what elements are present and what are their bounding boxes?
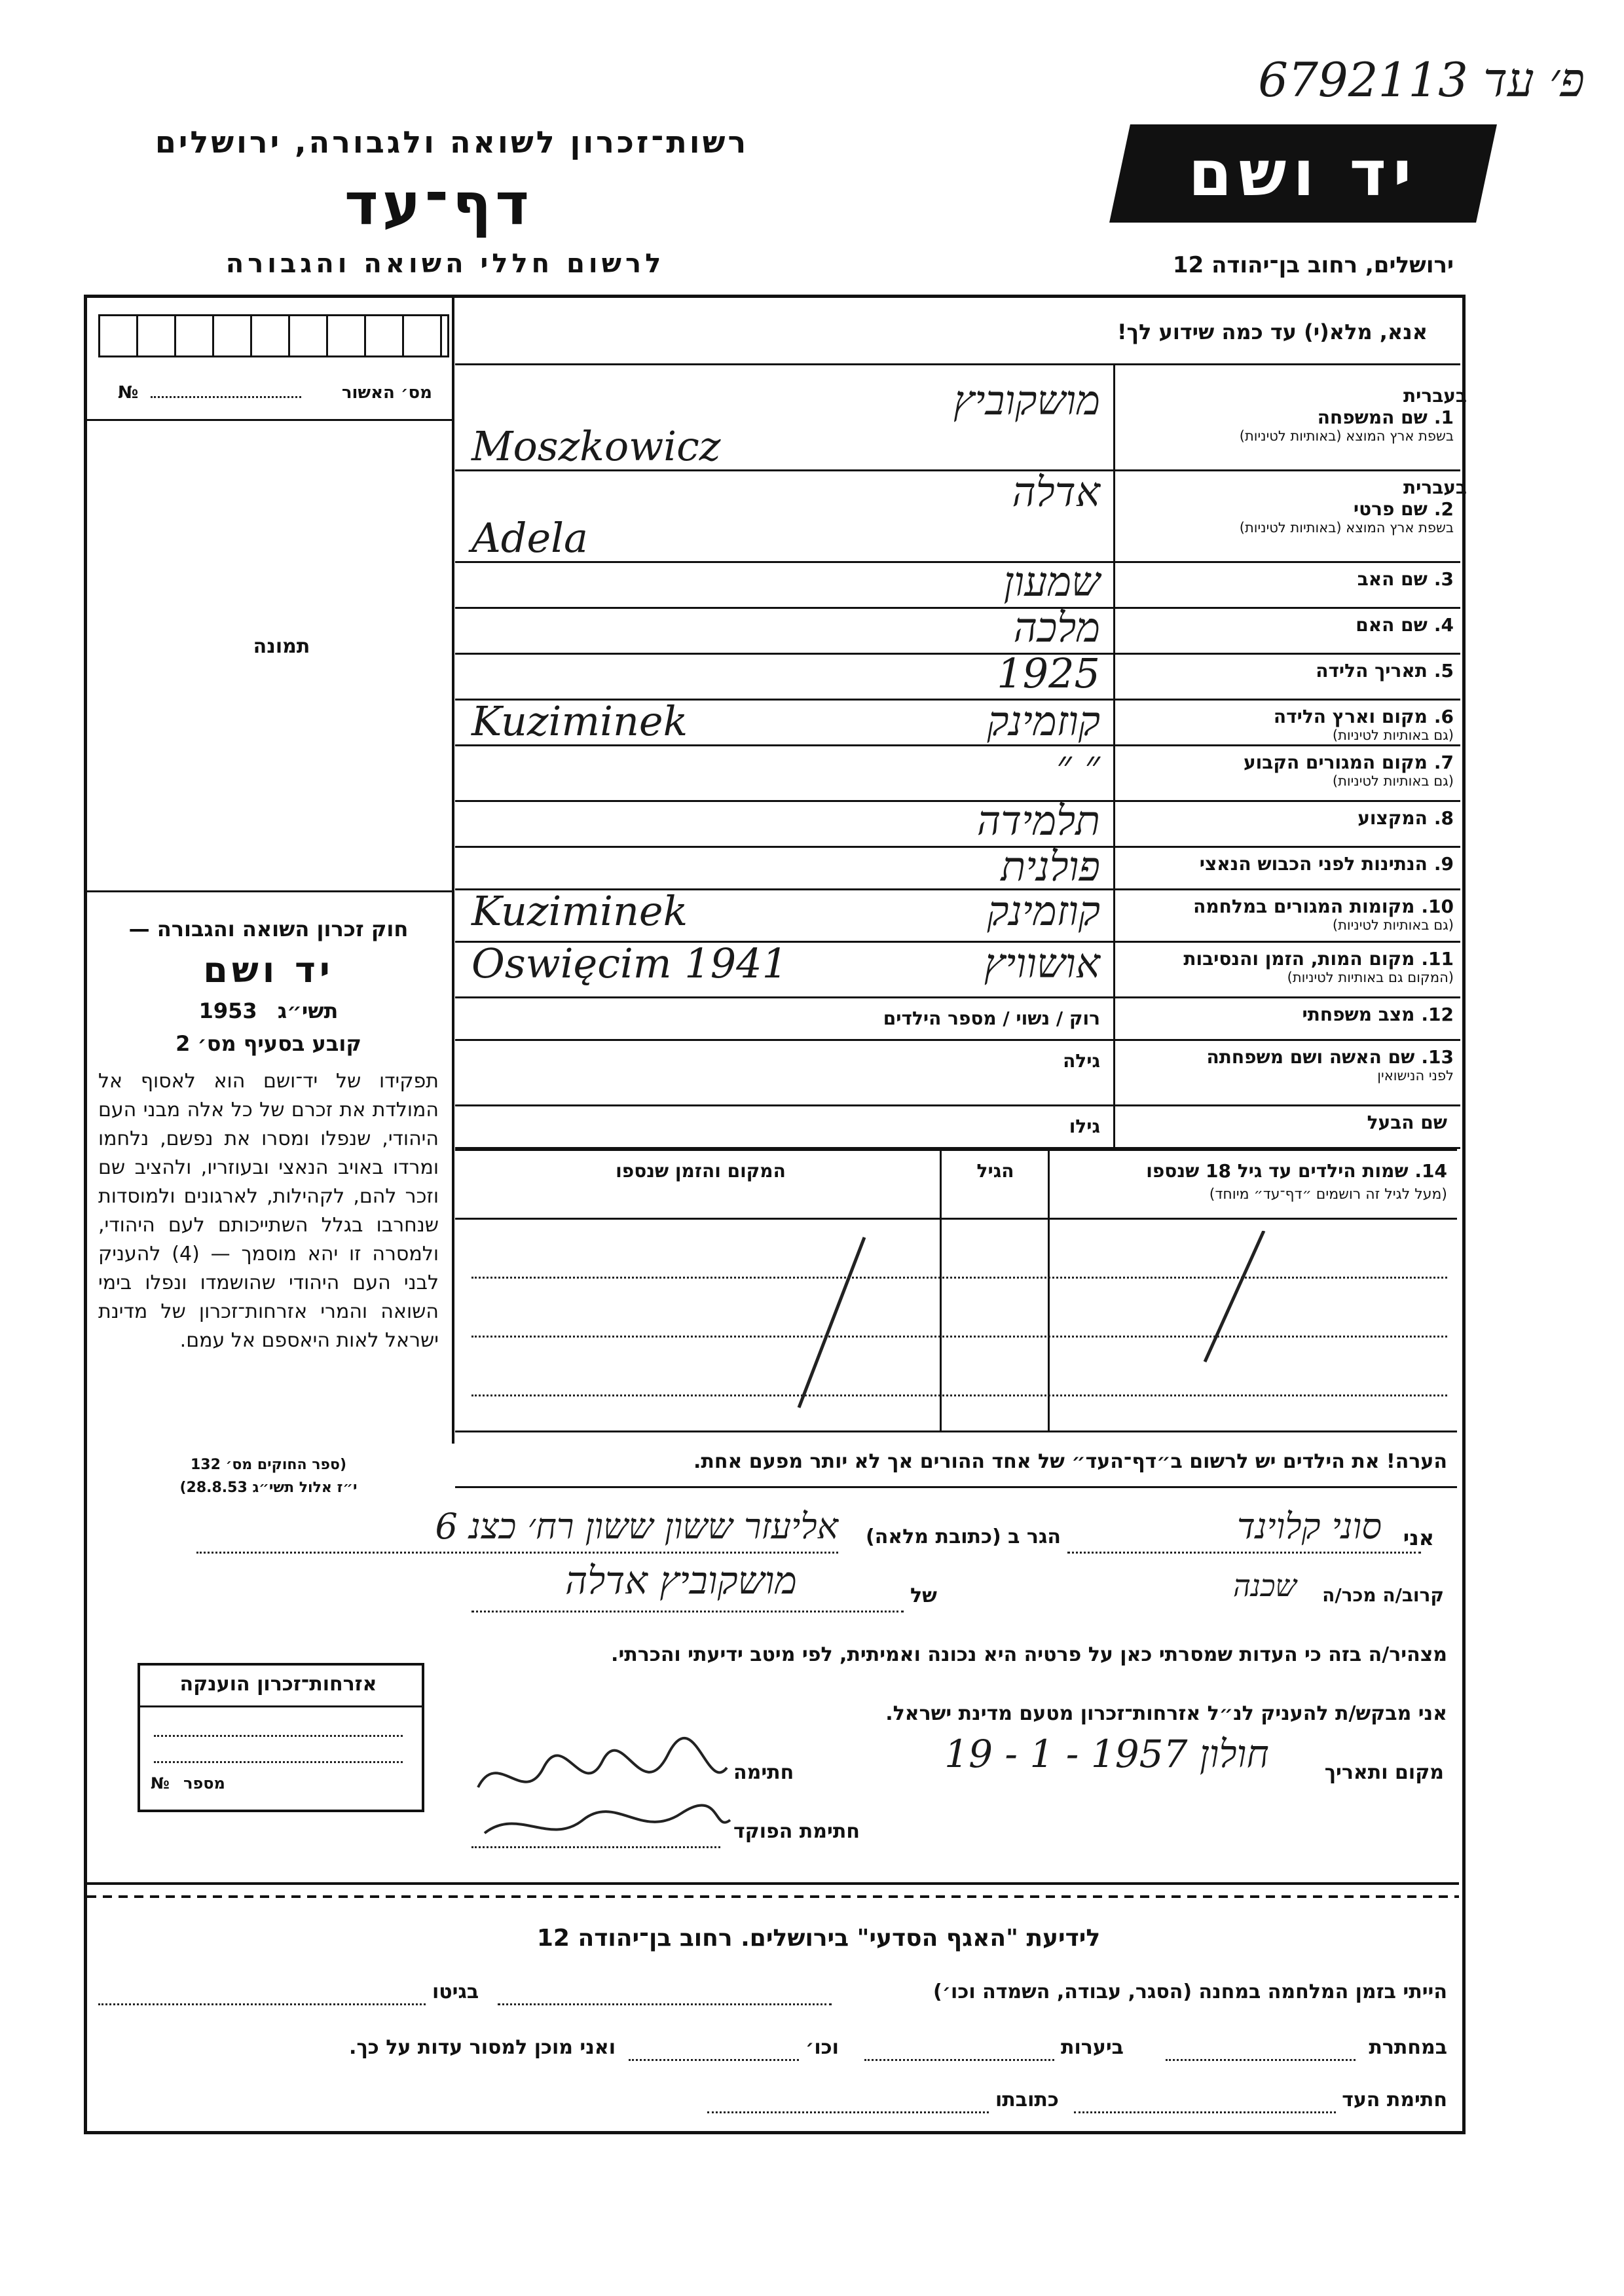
approval-no-mark: № <box>118 383 139 403</box>
field-label-3 <box>1120 568 1454 590</box>
field-row-rule <box>455 1104 1460 1106</box>
field-main-label <box>1120 948 1454 970</box>
archive-line3-b: כתובתו <box>995 2088 1059 2111</box>
archive-dashes <box>87 1895 1459 1898</box>
tick-boxes <box>98 314 449 357</box>
archive-line2-c: וכו׳ <box>805 2036 839 2059</box>
children-col-age: הגיל <box>976 1160 1014 1182</box>
field-number: 4. <box>1433 614 1454 636</box>
field-value-latin[interactable]: Adela <box>471 514 588 562</box>
approval-label: מס׳ האשור <box>341 383 432 403</box>
field-value-latin[interactable]: Moszkowicz <box>471 422 721 470</box>
field-value[interactable]: שמעון <box>1003 558 1100 606</box>
declaration-resides-value[interactable]: אליעזר ששון ששון רח׳ כצנ 6 <box>435 1506 838 1547</box>
declaration-i-line <box>1067 1552 1421 1554</box>
field-label-text: שם הבעל <box>1367 1112 1447 1133</box>
field-row-rule <box>455 1039 1460 1041</box>
field-label-8 <box>1120 807 1454 829</box>
field-value[interactable]: מלכה <box>1013 604 1100 651</box>
field-sub-note: (גם באותיות לטיניות) <box>1332 727 1454 743</box>
law-name: יד ושם <box>203 949 334 991</box>
approval-number-field[interactable] <box>151 396 301 398</box>
header-address: ירושלים, רחוב בן־יהודה 12 <box>1172 252 1454 278</box>
field-number: 11. <box>1421 948 1454 970</box>
children-top-rule <box>455 1149 1457 1151</box>
handwritten-signature[interactable] <box>471 1735 733 1853</box>
archive-line1-b: בגיטו <box>432 1980 479 2003</box>
law-title: חוק זכרון השואה והגבורה — <box>128 917 409 941</box>
field-label-text: מצב משפחתי <box>1302 1004 1415 1025</box>
field-label-text: תאריך הלידה <box>1316 660 1428 682</box>
field-label-text: מקום המגורים הקבוע <box>1243 752 1428 773</box>
form-intro: אנא, מלא(י) עד כמה שידוע לך! <box>1116 319 1428 344</box>
field-label-10 <box>1120 896 1454 933</box>
field-label-text: שם המשפחה <box>1317 407 1428 428</box>
children-label <box>1054 1160 1447 1182</box>
citizenship-box-rule <box>138 1705 422 1707</box>
form-title: דף־עד <box>344 170 533 238</box>
declaration-i-value[interactable]: סוני קלוינד <box>1237 1506 1382 1547</box>
field-label-13 <box>1120 1046 1454 1084</box>
field-label-9 <box>1120 853 1454 875</box>
organization-line: רשות־זכרון לשואה ולגבורה, ירושלים <box>155 124 749 160</box>
field-label-text: שם פרטי <box>1353 498 1428 520</box>
field-label-text: המקצוע <box>1357 807 1428 829</box>
field-number: 6. <box>1433 706 1454 727</box>
archive-line3-address[interactable] <box>707 2111 989 2113</box>
declaration-of-line <box>471 1611 904 1613</box>
note-rule <box>455 1486 1457 1488</box>
field-main-label <box>1120 807 1454 829</box>
field-label-2 <box>1120 477 1467 536</box>
field-sub-note: בשפת ארץ המוצא (באותיות לטיניות) <box>1239 428 1454 444</box>
photo-rule <box>87 890 454 892</box>
field-main-label <box>1120 752 1454 773</box>
label-column-divider <box>1113 363 1115 1149</box>
declaration-relative-label: קרוב/ה מכר/ה <box>1322 1584 1444 1606</box>
field-printed-option[interactable]: גילו <box>1069 1116 1100 1137</box>
field-number: 9. <box>1433 853 1454 875</box>
form-subtitle: לרשום חללי השואה והגבורה <box>225 249 665 279</box>
sidebar-divider <box>452 298 454 1444</box>
archive-line2-a: במחתרת <box>1369 2036 1447 2059</box>
field-value-hebrew[interactable]: מושקוביץ <box>953 376 1100 424</box>
field-sub-note: בשפת ארץ המוצא (באותיות לטיניות) <box>1239 520 1454 536</box>
field-sub-hebrew: בעברית <box>1403 477 1467 498</box>
archive-separator <box>87 1882 1459 1885</box>
law-clause: קובע בסעיף מס׳ 2 <box>175 1031 361 1056</box>
law-text: תפקידו של יד־ושם הוא לאסוף אל המולדת את זכרם של כל אלה מבני העם היהודי, שנפלו ומסרו את נפשם, נלחמו ומרדו באויב הנאצי ובעוזריו, ולהציב שם וזכר להם, לקהילות, לארגונים ולמוסדות שנחרבו בגלל השתייכותם לעם היהודי, ולמסרה זו יהא מוסמך — (4) להעניק לבני העם היהודי שהושמדו ונפלו בימי השואה והמרי אזרחות־זכרון של מדינת ישראל לאות היאספם אל עמם. <box>98 1070 439 1352</box>
children-col-place: המקום והזמן שנספו <box>616 1160 786 1182</box>
citizenship-box-line-2[interactable] <box>154 1761 403 1763</box>
photo-label: תמונה <box>253 635 310 658</box>
place-date-value[interactable]: חולון 1957 - 1 - 19 <box>944 1732 1269 1776</box>
field-label-text: שם האב <box>1357 568 1428 590</box>
field-number: 8. <box>1433 807 1454 829</box>
field-label-4 <box>1120 614 1454 636</box>
field-main-label <box>1120 660 1454 682</box>
strike-mark-names <box>1205 1231 1264 1362</box>
citizenship-box-title: אזרחות־זכרון הוענקה <box>179 1673 377 1696</box>
field-number: 10. <box>1421 896 1454 917</box>
archive-line2-forests[interactable] <box>864 2059 1054 2061</box>
signature-label: חתימה <box>733 1761 794 1784</box>
law-year-greg: 1953 <box>198 998 257 1023</box>
field-label-text: הנתינות לפני הכבוש הנאצי <box>1199 853 1428 875</box>
field-value[interactable]: פולנית <box>1001 843 1100 890</box>
law-year-heb: תשי״ג <box>277 998 339 1023</box>
field-label-text: מקומות המגורים במלחמה <box>1193 896 1415 917</box>
children-num: 14. <box>1414 1160 1447 1182</box>
field-sub-note: (המקום גם באותיות לטיניות) <box>1287 970 1454 985</box>
children-bottom-rule <box>455 1430 1457 1432</box>
field-value-hebrew[interactable]: אדלה <box>1012 468 1100 516</box>
field-value-hebrew[interactable]: קוזמינק <box>987 697 1100 745</box>
field-number: 5. <box>1433 660 1454 682</box>
field-sub-note: (גם באותיות לטיניות) <box>1332 773 1454 789</box>
field-value-latin[interactable]: Oswięcim 1941 <box>471 939 788 987</box>
archive-line3-signature[interactable] <box>1074 2111 1336 2113</box>
field-label-5 <box>1120 660 1454 682</box>
declaration-of-value[interactable]: מושקוביץ אדלה <box>565 1558 797 1603</box>
officer-signature-label: חתימת הפוקד <box>733 1820 860 1843</box>
field-printed-option[interactable]: רוק / נשוי / מספר הילדים <box>883 1008 1100 1029</box>
law-source-1: (ספר החוקים מס׳ 132 <box>190 1457 347 1473</box>
field-main-label <box>1120 498 1454 520</box>
children-title: שמות הילדים עד גיל 18 שנספו <box>1146 1160 1409 1182</box>
archive-line1-camp[interactable] <box>498 2003 832 2005</box>
archive-line1-a: הייתי בזמן המלחמה במחנה (הסגר, עבודה, השמדה וכו׳) <box>933 1980 1447 2003</box>
field-label-14 <box>1120 1112 1454 1133</box>
field-value-hebrew[interactable]: אושוויץ <box>984 939 1100 987</box>
field-main-label <box>1120 407 1454 428</box>
field-value-latin[interactable]: Kuziminek <box>471 697 688 745</box>
archive-line1-ghetto[interactable] <box>98 2003 426 2005</box>
children-strike-marks <box>786 1231 1323 1414</box>
field-label-text: שם האם <box>1356 614 1428 636</box>
archive-line2-b: ביערות <box>1061 2036 1124 2059</box>
law-year <box>98 998 439 1023</box>
archive-line2-d: ואני מוכן למסור עדות על כך. <box>349 2036 616 2059</box>
logo-text: יד ושם <box>1188 137 1418 210</box>
field-main-label <box>1120 853 1454 875</box>
declaration-resides-label: הגר ב (כתובת מלאה) <box>865 1525 1061 1548</box>
citizenship-no-mark: № <box>151 1774 170 1793</box>
field-number: 2. <box>1433 498 1454 520</box>
field-main-label <box>1120 568 1454 590</box>
field-main-label <box>1120 1112 1454 1133</box>
field-main-label <box>1120 1004 1454 1025</box>
field-sub-hebrew: בעברית <box>1403 385 1467 407</box>
field-main-label <box>1120 896 1454 917</box>
strike-mark-place <box>799 1237 864 1408</box>
field-value[interactable]: תלמידה <box>976 797 1100 845</box>
field-sub-note: לפני הנישואין <box>1377 1068 1454 1084</box>
children-sub: (מעל לגיל זה רושמים ״דף־עד״ מיוחד) <box>1209 1186 1447 1203</box>
field-number: 12. <box>1421 1004 1454 1025</box>
archive-title: לידיעת "האגף הסדעי" בירושלים. רחוב בן־יהודה 12 <box>536 1925 1101 1952</box>
declaration-relative-value[interactable]: שכנה <box>1233 1568 1297 1603</box>
field-value-latin[interactable]: Kuziminek <box>471 887 688 935</box>
signature-stroke-2 <box>485 1805 730 1833</box>
field-label-11 <box>1120 948 1454 985</box>
archive-line2-underground[interactable] <box>1166 2059 1356 2061</box>
declaration-of-label: של <box>910 1584 937 1607</box>
field-value-hebrew[interactable]: קוזמינק <box>987 887 1100 935</box>
children-head-rule <box>455 1218 1457 1220</box>
citizenship-number-label: מספר <box>183 1774 225 1793</box>
field-label-text: שם האשה ושם משפחתה <box>1206 1046 1415 1068</box>
field-label-text: מקום וארץ הלידה <box>1273 706 1428 727</box>
law-source-2: י״ז אלול תשי״ג 28.8.53) <box>179 1480 358 1496</box>
intro-rule <box>455 363 1460 365</box>
field-value[interactable]: ״ ״ <box>1056 741 1100 789</box>
field-value[interactable]: 1925 <box>997 649 1100 697</box>
note-text: הערה! את הילדים יש לרשום ב״דף־העד״ של אחד ההורים אך לא יותר מפעם אחת. <box>693 1450 1447 1473</box>
declaration-statement: מצהיר/ה בזה כי העדות שמסרתי כאן על פרטיה היא נכונה ואמיתית, לפי מיטב ידיעתי והכרתי. <box>611 1643 1447 1666</box>
field-label-7 <box>1120 752 1454 789</box>
field-main-label <box>1120 706 1454 727</box>
field-label-1 <box>1120 385 1467 444</box>
field-main-label <box>1120 614 1454 636</box>
field-printed-option[interactable]: גילה <box>1063 1050 1100 1072</box>
field-label-6 <box>1120 706 1454 743</box>
field-label-text: מקום המות, הזמן והנסיבות <box>1183 948 1415 970</box>
field-row-rule <box>455 996 1460 998</box>
approval-rule <box>87 419 454 421</box>
archive-line2-etc[interactable] <box>629 2059 799 2061</box>
field-sub-note: (גם באותיות לטיניות) <box>1332 917 1454 933</box>
yad-vashem-logo <box>1109 124 1497 223</box>
field-number: 1. <box>1433 407 1454 428</box>
field-label-12 <box>1120 1004 1454 1025</box>
place-date-label: מקום ותאריך <box>1324 1761 1444 1784</box>
declaration-request: אני מבקש/ת להעניק לנ״ל אזרחות־זכרון מטעם מדינת ישראל. <box>885 1702 1447 1725</box>
archive-line3-a: חתימת העד <box>1342 2088 1447 2111</box>
declaration-resides-line <box>196 1552 838 1554</box>
field-number: 13. <box>1421 1046 1454 1068</box>
citizenship-box-line-1[interactable] <box>154 1735 403 1737</box>
declaration-i-label: אני <box>1403 1525 1434 1550</box>
field-number: 3. <box>1433 568 1454 590</box>
field-main-label <box>1120 1046 1454 1068</box>
signature-stroke-1 <box>478 1738 727 1787</box>
officer-signature-line[interactable] <box>471 1846 720 1848</box>
field-number: 7. <box>1433 752 1454 773</box>
handwritten-annotation: פ׳ עד 6792113 <box>1258 52 1585 107</box>
